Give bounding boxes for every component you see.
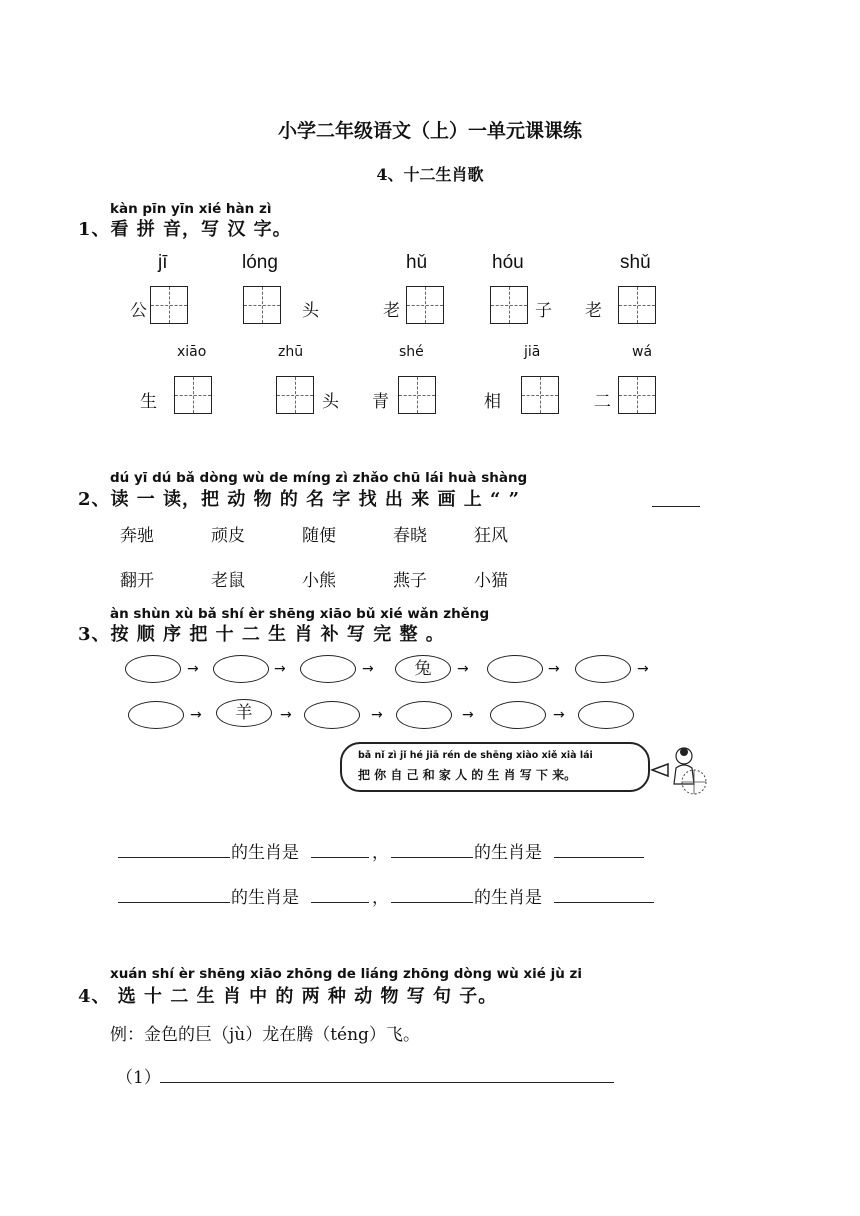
- comma-text: ，: [372, 843, 389, 863]
- fill-blank[interactable]: [554, 902, 654, 903]
- zodiac-oval-blank[interactable]: [213, 655, 269, 683]
- q1-char-tou: 头: [302, 301, 319, 321]
- fill-blank[interactable]: [311, 857, 369, 858]
- q1-prompt: 1、看 拼 音，写 汉 字。: [78, 219, 292, 240]
- q2-blank: [652, 506, 700, 507]
- q1-char-lao2: 老: [585, 301, 602, 321]
- fill-blank[interactable]: [118, 857, 230, 858]
- arrow-right-icon: →: [190, 707, 202, 723]
- q4-item-1-label: （1）: [116, 1068, 161, 1088]
- writing-grid[interactable]: [150, 286, 188, 324]
- q1-pinyin: kàn pīn yīn xié hàn zì: [110, 201, 272, 217]
- fill-blank[interactable]: [118, 902, 230, 903]
- fill-blank[interactable]: [554, 857, 644, 858]
- zodiac-oval-blank[interactable]: [487, 655, 543, 683]
- q1-char-zi: 子: [535, 301, 552, 321]
- zodiac-oval-rabbit: 兔: [395, 655, 451, 683]
- q1-pinyin-1: jī: [158, 252, 168, 273]
- fill-label: 的生肖是: [231, 888, 299, 908]
- q1-char-sheng: 生: [140, 392, 157, 412]
- q1-pinyin-7: zhū: [278, 344, 304, 360]
- arrow-right-icon: →: [362, 661, 374, 677]
- q2-pinyin: dú yī dú bǎ dòng wù de míng zì zhǎo chū lái huà shàng: [110, 470, 528, 486]
- word-item[interactable]: 狂风: [474, 526, 508, 546]
- arrow-right-icon: →: [462, 707, 474, 723]
- zodiac-oval-blank[interactable]: [128, 701, 184, 729]
- arrow-right-icon: →: [548, 661, 560, 677]
- child-illustration-icon: [650, 738, 712, 798]
- q1-char-lao: 老: [383, 301, 400, 321]
- word-item[interactable]: 随便: [302, 526, 336, 546]
- q1-pinyin-4: hóu: [492, 252, 524, 273]
- q2-prompt: 2、读 一 读，把 动 物 的 名 字 找 出 来 画 上 “ ”: [78, 489, 520, 510]
- q4-prompt: 4、 选 十 二 生 肖 中 的 两 种 动 物 写 句 子。: [78, 986, 498, 1007]
- q1-pinyin-5: shǔ: [620, 252, 651, 273]
- writing-grid[interactable]: [406, 286, 444, 324]
- word-item[interactable]: 小猫: [474, 571, 508, 591]
- arrow-right-icon: →: [371, 707, 383, 723]
- lesson-subtitle: 4、十二生肖歌: [376, 165, 484, 184]
- answer-line[interactable]: [160, 1082, 614, 1083]
- writing-grid[interactable]: [618, 286, 656, 324]
- arrow-right-icon: →: [637, 661, 649, 677]
- q4-example: 例：金色的巨（jù）龙在腾（téng）飞。: [110, 1025, 420, 1045]
- word-item[interactable]: 老鼠: [211, 571, 245, 591]
- writing-grid[interactable]: [174, 376, 212, 414]
- q3-pinyin: àn shùn xù bǎ shí èr shēng xiāo bǔ xié wǎn zhěng: [110, 606, 490, 622]
- writing-grid[interactable]: [618, 376, 656, 414]
- zodiac-oval-blank[interactable]: [578, 701, 634, 729]
- q1-char-er: 二: [594, 392, 611, 412]
- fill-label: 的生肖是: [474, 888, 542, 908]
- zodiac-oval-blank[interactable]: [300, 655, 356, 683]
- q1-char-qing: 青: [372, 392, 389, 412]
- q1-char-xiang: 相: [484, 392, 501, 412]
- zodiac-oval-blank[interactable]: [396, 701, 452, 729]
- fill-label: 的生肖是: [474, 843, 542, 863]
- arrow-right-icon: →: [280, 707, 292, 723]
- fill-blank[interactable]: [391, 857, 473, 858]
- arrow-right-icon: →: [457, 661, 469, 677]
- word-item[interactable]: 春晓: [393, 526, 427, 546]
- comma-text: ，: [372, 888, 389, 908]
- word-item[interactable]: 翻开: [120, 571, 154, 591]
- writing-grid[interactable]: [243, 286, 281, 324]
- q1-pinyin-8: shé: [399, 344, 424, 360]
- writing-grid[interactable]: [521, 376, 559, 414]
- zodiac-oval-blank[interactable]: [575, 655, 631, 683]
- arrow-right-icon: →: [553, 707, 565, 723]
- word-item[interactable]: 奔驰: [120, 526, 154, 546]
- q1-char-tou2: 头: [322, 392, 339, 412]
- zodiac-oval-blank[interactable]: [125, 655, 181, 683]
- q3-prompt: 3、按 顺 序 把 十 二 生 肖 补 写 完 整 。: [78, 624, 445, 645]
- word-item[interactable]: 燕子: [393, 571, 427, 591]
- q1-pinyin-10: wá: [632, 344, 653, 360]
- arrow-right-icon: →: [274, 661, 286, 677]
- q1-pinyin-3: hǔ: [406, 252, 428, 273]
- writing-grid[interactable]: [490, 286, 528, 324]
- fill-blank[interactable]: [311, 902, 369, 903]
- q1-pinyin-2: lóng: [242, 252, 278, 273]
- q1-pinyin-9: jiā: [524, 344, 541, 360]
- page-title: 小学二年级语文（上）一单元课课练: [277, 120, 582, 142]
- q4-pinyin: xuán shí èr shēng xiāo zhōng de liáng zhōng dòng wù xié jù zi: [110, 966, 583, 982]
- q1-char-gong: 公: [130, 301, 147, 321]
- word-item[interactable]: 顽皮: [211, 526, 245, 546]
- zodiac-oval-sheep: 羊: [216, 699, 272, 727]
- fill-label: 的生肖是: [231, 843, 299, 863]
- bubble-pinyin: bǎ nǐ zì jǐ hé jiā rén de shēng xiào xiě xià lái: [358, 750, 593, 761]
- word-item[interactable]: 小熊: [302, 571, 336, 591]
- q1-pinyin-6: xiāo: [177, 344, 207, 360]
- writing-grid[interactable]: [398, 376, 436, 414]
- arrow-right-icon: →: [187, 661, 199, 677]
- bubble-text: 把 你 自 己 和 家 人 的 生 肖 写 下 来。: [358, 768, 577, 782]
- zodiac-oval-blank[interactable]: [490, 701, 546, 729]
- fill-blank[interactable]: [391, 902, 473, 903]
- zodiac-oval-blank[interactable]: [304, 701, 360, 729]
- writing-grid[interactable]: [276, 376, 314, 414]
